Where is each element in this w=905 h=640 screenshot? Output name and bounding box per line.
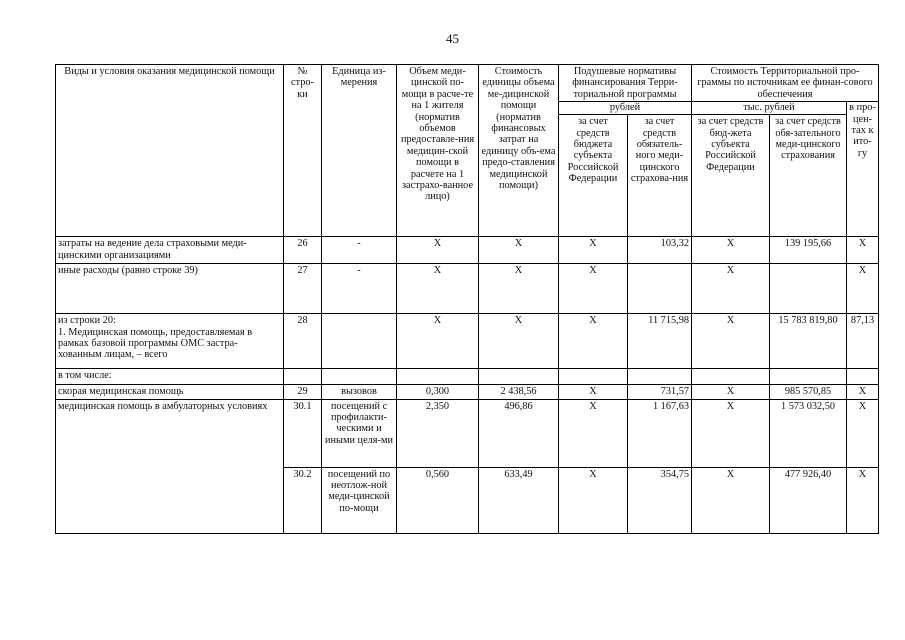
row-cost-budget: X <box>692 264 770 314</box>
row-pc-budget: X <box>559 399 628 467</box>
row-volume: 0,300 <box>397 385 479 399</box>
row-name: иные расходы (равно строке 39) <box>56 264 284 314</box>
row-cost-oms: 15 783 819,80 <box>770 314 847 369</box>
row-percent: X <box>847 385 879 399</box>
header-pc-budget: за счет средств бюджета субъекта Российской Федерации <box>559 115 628 237</box>
row-percent: 87,13 <box>847 314 879 369</box>
row-percent: X <box>847 264 879 314</box>
row-number: 28 <box>284 314 322 369</box>
row-volume: 2,350 <box>397 399 479 467</box>
row-volume: 0,560 <box>397 467 479 533</box>
row-unit-cost: 496,86 <box>479 399 559 467</box>
row-unit-cost: X <box>479 314 559 369</box>
row-number: 29 <box>284 385 322 399</box>
table-row <box>56 385 879 399</box>
financing-table <box>55 64 879 534</box>
header-unit: Единица из-мерения <box>322 65 397 237</box>
row-pc-budget: X <box>559 264 628 314</box>
header-cost-percent: в про-цен-тах к ито-гу <box>847 102 879 237</box>
row-unit-cost <box>479 369 559 385</box>
row-unit <box>322 369 397 385</box>
table-row <box>56 314 879 369</box>
row-name: медицинская помощь в амбулаторных условиях <box>56 399 284 533</box>
row-pc-oms: 1 167,63 <box>628 399 692 467</box>
table-row <box>56 369 879 385</box>
row-cost-budget: X <box>692 237 770 264</box>
row-name: затраты на ведение дела страховыми меди-цинскими организациями <box>56 237 284 264</box>
header-kind-and-conditions: Виды и условия оказания медицинской помощи <box>56 65 284 237</box>
row-cost-oms <box>770 264 847 314</box>
row-name: в том числе: <box>56 369 284 385</box>
row-unit-cost: X <box>479 237 559 264</box>
row-cost-oms: 139 195,66 <box>770 237 847 264</box>
row-pc-oms <box>628 369 692 385</box>
row-volume <box>397 369 479 385</box>
row-percent: X <box>847 399 879 467</box>
row-cost-budget: X <box>692 399 770 467</box>
row-cost-budget: X <box>692 314 770 369</box>
row-pc-oms: 11 715,98 <box>628 314 692 369</box>
row-unit <box>322 314 397 369</box>
row-volume: X <box>397 237 479 264</box>
page-number: 45 <box>446 31 459 46</box>
row-name: из строки 20: 1. Медицинская помощь, предоставляемая в рамках базовой программы ОМС застра-хованным лицам, – всего <box>56 314 284 369</box>
header-cost-group: Стоимость Территориальной про-граммы по источникам ее финан-сового обеспечения <box>692 65 879 102</box>
row-name: скорая медицинская помощь <box>56 385 284 399</box>
row-cost-budget <box>692 369 770 385</box>
row-unit: - <box>322 264 397 314</box>
row-percent: X <box>847 237 879 264</box>
row-pc-budget: X <box>559 237 628 264</box>
header-unit-cost: Стоимость единицы объема ме-дицинской помощи (норматив финансовых затрат на единицу объ-ема предо-ставления медицинской помощи) <box>479 65 559 237</box>
row-number: 27 <box>284 264 322 314</box>
row-cost-oms: 477 926,40 <box>770 467 847 533</box>
row-unit: посещений с профилакти-ческими и иными целя-ми <box>322 399 397 467</box>
header-per-capita-unit: рублей <box>559 102 692 115</box>
row-unit-cost: 2 438,56 <box>479 385 559 399</box>
header-cost-budget: за счет средств бюд-жета субъекта Российской Федерации <box>692 115 770 237</box>
row-volume: X <box>397 264 479 314</box>
row-volume: X <box>397 314 479 369</box>
header-row-number: № стро-ки <box>284 65 322 237</box>
row-pc-budget: X <box>559 385 628 399</box>
row-pc-oms <box>628 264 692 314</box>
header-cost-oms: за счет средств обя-зательного меди-цинского страхования <box>770 115 847 237</box>
row-pc-budget: X <box>559 467 628 533</box>
header-pc-oms: за счет средств обязатель-ного меди-цинского страхова-ния <box>628 115 692 237</box>
row-pc-oms: 731,57 <box>628 385 692 399</box>
row-cost-budget: X <box>692 385 770 399</box>
row-number: 30.2 <box>284 467 322 533</box>
row-percent: X <box>847 467 879 533</box>
row-number: 30.1 <box>284 399 322 467</box>
row-cost-budget: X <box>692 467 770 533</box>
header-cost-unit: тыс. рублей <box>692 102 847 115</box>
row-pc-budget: X <box>559 314 628 369</box>
row-pc-oms: 103,32 <box>628 237 692 264</box>
header-per-capita-group: Подушевые нормативы финансирования Терри-ториальной программы <box>559 65 692 102</box>
table-row <box>56 237 879 264</box>
row-pc-oms: 354,75 <box>628 467 692 533</box>
row-cost-oms: 985 570,85 <box>770 385 847 399</box>
row-number <box>284 369 322 385</box>
row-pc-budget <box>559 369 628 385</box>
row-number: 26 <box>284 237 322 264</box>
row-unit-cost: 633,49 <box>479 467 559 533</box>
table-row <box>56 399 879 467</box>
row-unit: вызовов <box>322 385 397 399</box>
row-cost-oms <box>770 369 847 385</box>
row-unit: посещений по неотлож-ной меди-цинской по-мощи <box>322 467 397 533</box>
row-cost-oms: 1 573 032,50 <box>770 399 847 467</box>
row-percent <box>847 369 879 385</box>
table-row <box>56 264 879 314</box>
row-unit: - <box>322 237 397 264</box>
row-unit-cost: X <box>479 264 559 314</box>
header-volume: Объем меди-цинской по-мощи в расче-те на 1 жителя (норматив объемов предоставле-ния медицин-ской помощи в расчете на 1 застрахо-ванное лицо) <box>397 65 479 237</box>
